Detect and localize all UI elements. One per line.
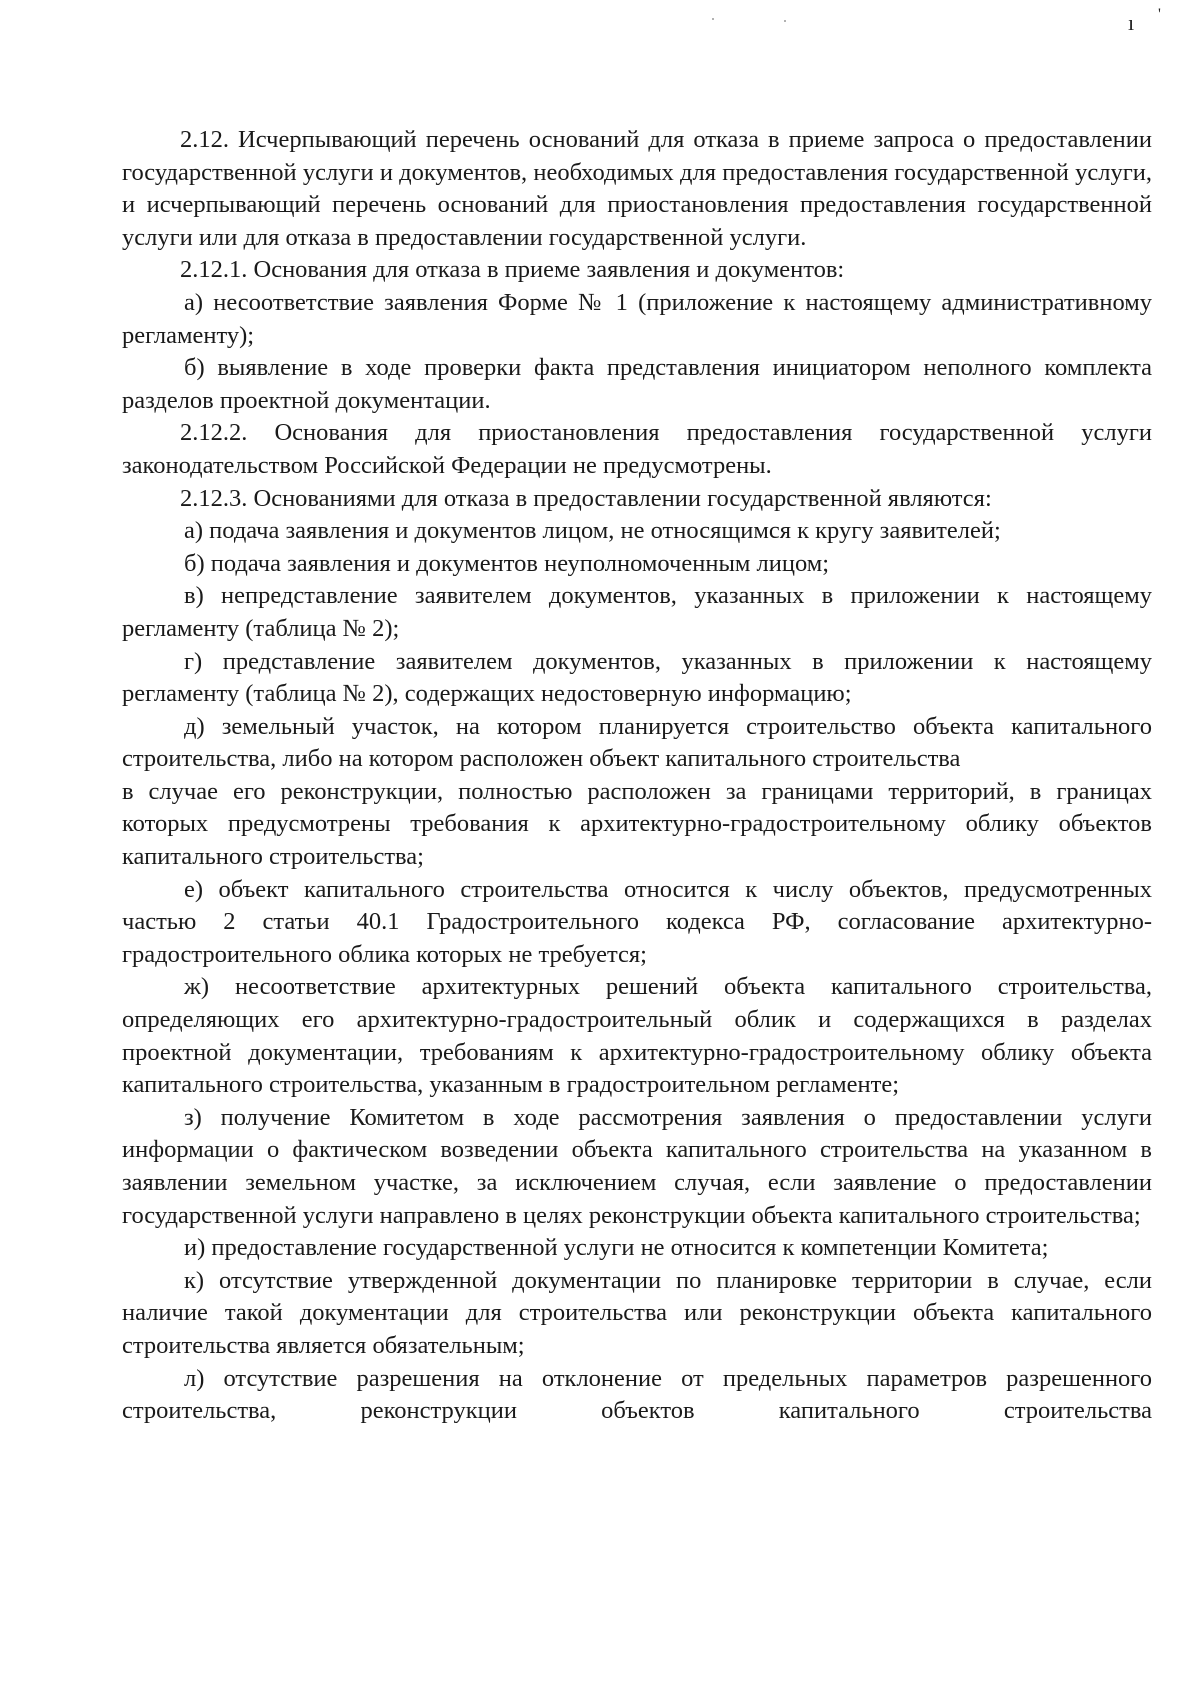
list-item-d: д) земельный участок, на котором планируется строительство объекта капитального строительства, либо на котором расположен объект капитального строительства — [122, 712, 1152, 773]
list-item-a: а) подача заявления и документов лицом, не относящимся к кругу заявителей; — [184, 517, 1001, 545]
list-item-b: б) выявление в ходе проверки факта представления инициатором неполного комплекта разделов проектной документации. — [122, 354, 1152, 414]
list-item-l: л) отсутствие разрешения на отклонение от предельных параметров разрешенного строительства, реконструкции объектов капитального строительства — [122, 1364, 1152, 1425]
list-item-z: з) получение Комитетом в ходе рассмотрения заявления о предоставлении услуги информации о фактическом возведении объекта капитального строительства на указанном в заявлении земельном участке, за исключением случая, если заявление о предоставлении государственной услуги направлено в целях реконструкции объекта капитального строительства; — [122, 1103, 1152, 1229]
list-item-b: б) подача заявления и документов неуполномоченным лицом; — [184, 549, 830, 577]
list-item-i: и) предоставление государственной услуги не относится к компетенции Комитета; — [184, 1234, 1049, 1262]
section-2-12-2-paragraph: 2.12.2. Основания для приостановления предоставления государственной услуги законодательством Российской Федерации не предусмотрены. — [122, 419, 1152, 479]
scan-artifact-mark: ' — [1158, 6, 1161, 23]
scan-artifact-dot — [712, 18, 714, 20]
section-2-12-3-heading: 2.12.3. Основаниями для отказа в предоставлении государственной являются: — [180, 484, 992, 512]
list-item-d-continuation: в случае его реконструкции, полностью расположен за границами территорий, в границах которых предусмотрены требования к архитектурно-градостроительному облику объектов капитального строительства; — [122, 777, 1152, 871]
list-item-v: в) непредставление заявителем документов, указанных в приложении к настоящему регламенту (таблица № 2); — [122, 582, 1152, 642]
list-item-a: а) несоответствие заявления Форме № 1 (приложение к настоящему административному регламенту); — [122, 288, 1152, 349]
document-body — [122, 124, 1152, 1428]
list-item-zh: ж) несоответствие архитектурных решений объекта капитального строительства, определяющих его архитектурно-градостроительный облик и содержащихся в разделах проектной документации, требованиям к архитектурно-градостроительному облику объекта капитального строительства, указанным в градостроительном регламенте; — [122, 973, 1152, 1099]
scan-artifact-dot — [784, 20, 786, 22]
list-item-g: г) представление заявителем документов, указанных в приложении к настоящему регламенту (таблица № 2), содержащих недостоверную информацию; — [122, 647, 1152, 708]
list-item-e: е) объект капитального строительства относится к числу объектов, предусмотренных частью 2 статьи 40.1 Градостроительного кодекса РФ, согласование архитектурно-градостроительного облика которых не требуется; — [122, 875, 1152, 968]
section-2-12-1-heading: 2.12.1. Основания для отказа в приеме заявления и документов: — [180, 256, 845, 284]
scan-artifact-mark: ı — [1128, 10, 1135, 35]
section-2-12-heading: 2.12. Исчерпывающий перечень оснований для отказа в приеме запроса о предоставлении государственной услуги и документов, необходимых для предоставления государственной услуги, и исчерпывающий перечень оснований для приостановления предоставления государственной услуги или для отказа в предоставлении государственной услуги. — [122, 126, 1152, 251]
list-item-k: к) отсутствие утвержденной документации по планировке территории в случае, если наличие такой документации для строительства или реконструкции объекта капитального строительства является обязательным; — [122, 1266, 1152, 1359]
